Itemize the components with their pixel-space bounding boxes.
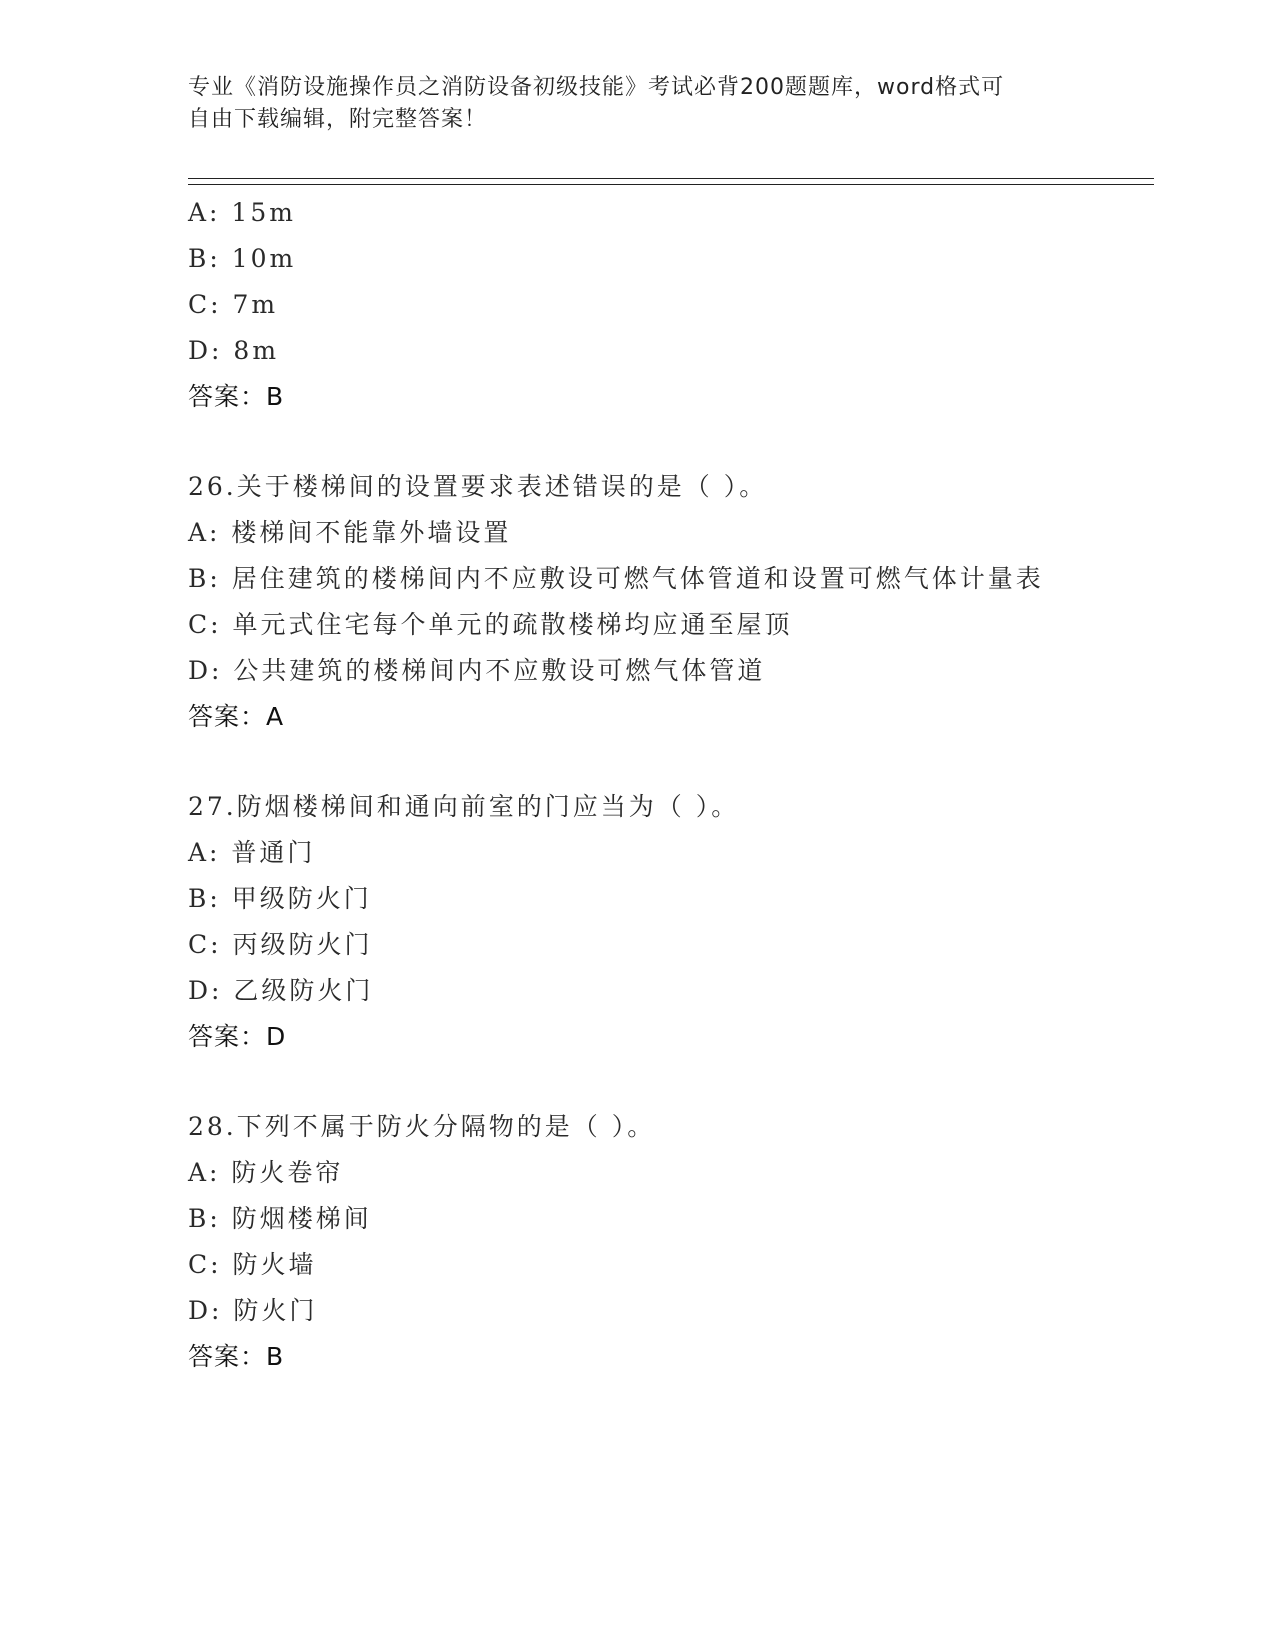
question-stem: 28.下列不属于防火分隔物的是（ ）。 bbox=[188, 1112, 656, 1141]
option-d: D: 乙级防火门 bbox=[188, 976, 374, 1005]
option-a: A: 楼梯间不能靠外墙设置 bbox=[188, 518, 512, 547]
header-line-2: 自由下载编辑，附完整答案！ bbox=[188, 107, 488, 132]
option-d: D: 8m bbox=[188, 336, 280, 365]
header-divider-top bbox=[188, 178, 1154, 179]
answer-line: 答案：D bbox=[188, 1022, 287, 1051]
option-c: C: 丙级防火门 bbox=[188, 930, 373, 959]
option-b: B: 防烟楼梯间 bbox=[188, 1204, 372, 1233]
header-divider-bottom bbox=[188, 184, 1154, 185]
option-a: A: 防火卷帘 bbox=[188, 1158, 344, 1187]
question-stem: 27.防烟楼梯间和通向前室的门应当为（ ）。 bbox=[188, 792, 740, 821]
option-a: A: 15m bbox=[188, 198, 296, 227]
option-c: C: 防火墙 bbox=[188, 1250, 317, 1279]
option-d: D: 公共建筑的楼梯间内不应敷设可燃气体管道 bbox=[188, 656, 766, 685]
answer-line: 答案：B bbox=[188, 382, 285, 411]
option-d: D: 防火门 bbox=[188, 1296, 318, 1325]
header-line-1: 专业《消防设施操作员之消防设备初级技能》考试必背200题题库，word格式可 bbox=[188, 75, 1005, 100]
option-b: B: 居住建筑的楼梯间内不应敷设可燃气体管道和设置可燃气体计量表 bbox=[188, 564, 1044, 593]
question-26 bbox=[188, 464, 1148, 740]
answer-line: 答案：A bbox=[188, 702, 285, 731]
question-stem: 26.关于楼梯间的设置要求表述错误的是（ ）。 bbox=[188, 472, 768, 501]
option-b: B: 甲级防火门 bbox=[188, 884, 372, 913]
question-27 bbox=[188, 784, 1148, 1060]
option-a: A: 普通门 bbox=[188, 838, 316, 867]
document-header bbox=[188, 72, 1068, 136]
option-c: C: 7m bbox=[188, 290, 279, 319]
question-list bbox=[188, 190, 1148, 1380]
option-b: B: 10m bbox=[188, 244, 297, 273]
option-c: C: 单元式住宅每个单元的疏散楼梯均应通至屋顶 bbox=[188, 610, 793, 639]
question-25-continued bbox=[188, 190, 1148, 420]
answer-line: 答案：B bbox=[188, 1342, 285, 1371]
question-28 bbox=[188, 1104, 1148, 1380]
